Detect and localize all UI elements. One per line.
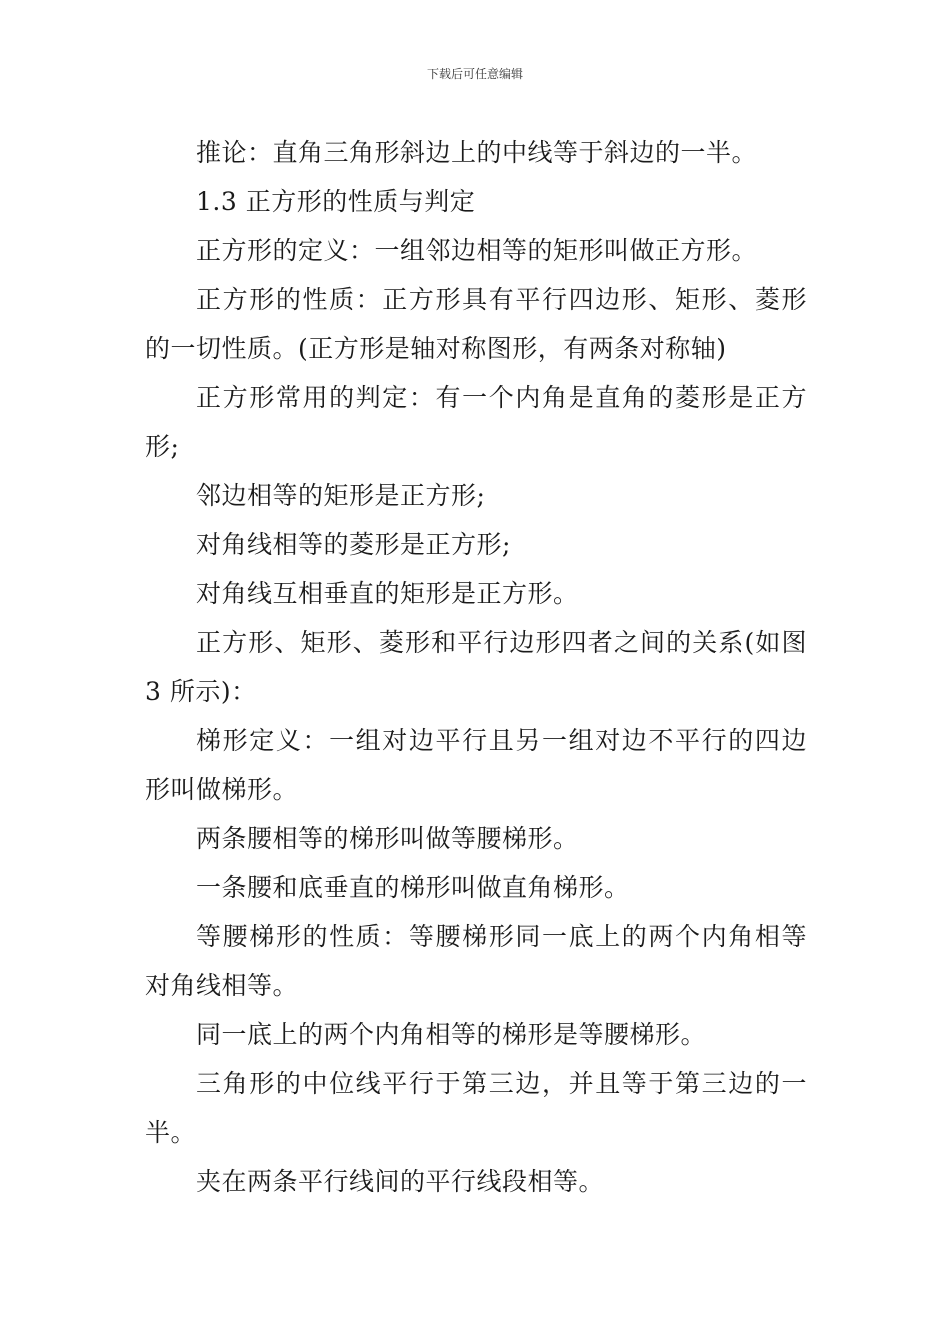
paragraph-criterion-equal-diagonals: 对角线相等的菱形是正方形;: [196, 530, 511, 559]
paragraph-square-properties: 正方形的性质：正方形具有平行四边形、矩形、菱形的一切性质。(正方形是轴对称图形，有两条对称轴): [145, 285, 807, 363]
paragraph-corollary: 推论：直角三角形斜边上的中线等于斜边的一半。: [196, 138, 758, 167]
paragraph-criterion-adjacent-sides: 邻边相等的矩形是正方形;: [196, 481, 486, 510]
section-heading-square: 1.3 正方形的性质与判定: [196, 187, 476, 216]
paragraph-square-criterion: 正方形常用的判定：有一个内角是直角的菱形是正方形;: [145, 383, 807, 461]
paragraph-relationship: 正方形、矩形、菱形和平行边形四者之间的关系(如图 3 所示)：: [145, 628, 807, 706]
paragraph-criterion-perpendicular-diagonals: 对角线互相垂直的矩形是正方形。: [196, 579, 579, 608]
paragraph-parallel-segments: 夹在两条平行线间的平行线段相等。: [196, 1167, 605, 1196]
paragraph-isosceles-criterion: 同一底上的两个内角相等的梯形是等腰梯形。: [196, 1020, 707, 1049]
page-header-note: 下载后可任意编辑: [426, 67, 523, 81]
paragraph-isosceles-trapezoid: 两条腰相等的梯形叫做等腰梯形。: [196, 824, 579, 853]
paragraph-right-trapezoid: 一条腰和底垂直的梯形叫做直角梯形。: [196, 873, 630, 902]
paragraph-square-definition: 正方形的定义：一组邻边相等的矩形叫做正方形。: [196, 236, 758, 265]
paragraph-isosceles-properties: 等腰梯形的性质：等腰梯形同一底上的两个内角相等对角线相等。: [145, 922, 807, 1000]
paragraph-midline: 三角形的中位线平行于第三边，并且等于第三边的一半。: [145, 1069, 807, 1147]
document-body: [145, 128, 807, 1206]
paragraph-trapezoid-definition: 梯形定义：一组对边平行且另一组对边不平行的四边形叫做梯形。: [145, 726, 807, 804]
